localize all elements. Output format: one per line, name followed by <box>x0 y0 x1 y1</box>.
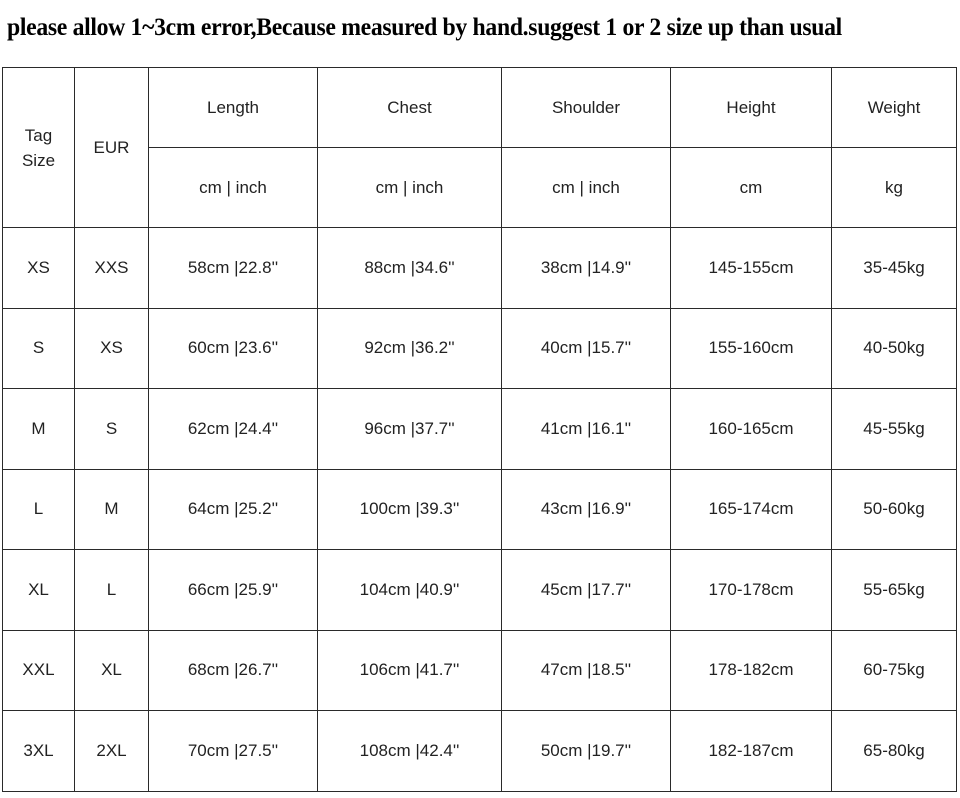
shoulder-header: Shoulder <box>502 68 671 148</box>
chest-cell: 92cm |36.2'' <box>318 308 502 389</box>
shoulder-cell: 38cm |14.9'' <box>502 228 671 309</box>
length-cell: 70cm |27.5'' <box>149 711 318 792</box>
table-row <box>3 711 957 792</box>
length-unit: cm | inch <box>149 148 318 228</box>
eur-cell: 2XL <box>75 711 149 792</box>
height-cell: 170-178cm <box>671 550 832 631</box>
height-cell: 160-165cm <box>671 389 832 470</box>
height-unit: cm <box>671 148 832 228</box>
weight-cell: 55-65kg <box>832 550 957 631</box>
tag-size-cell: XS <box>3 228 75 309</box>
weight-cell: 65-80kg <box>832 711 957 792</box>
weight-unit: kg <box>832 148 957 228</box>
length-cell: 66cm |25.9'' <box>149 550 318 631</box>
shoulder-unit: cm | inch <box>502 148 671 228</box>
size-chart-table <box>2 67 957 792</box>
tag-size-cell: 3XL <box>3 711 75 792</box>
chest-header: Chest <box>318 68 502 148</box>
size-notice: please allow 1~3cm error,Because measured by hand.suggest 1 or 2 size up than usual <box>7 12 842 41</box>
tag-size-cell: XXL <box>3 630 75 711</box>
weight-cell: 50-60kg <box>832 469 957 550</box>
tag-size-cell: M <box>3 389 75 470</box>
shoulder-cell: 40cm |15.7'' <box>502 308 671 389</box>
shoulder-cell: 45cm |17.7'' <box>502 550 671 631</box>
weight-cell: 60-75kg <box>832 630 957 711</box>
height-cell: 178-182cm <box>671 630 832 711</box>
table-row <box>3 389 957 470</box>
shoulder-cell: 47cm |18.5'' <box>502 630 671 711</box>
eur-cell: XXS <box>75 228 149 309</box>
weight-header: Weight <box>832 68 957 148</box>
tag-size-header <box>3 68 75 228</box>
shoulder-cell: 43cm |16.9'' <box>502 469 671 550</box>
tag-size-header-line2: Size <box>21 150 56 170</box>
eur-cell: L <box>75 550 149 631</box>
tag-size-cell: L <box>3 469 75 550</box>
chest-cell: 106cm |41.7'' <box>318 630 502 711</box>
table-row <box>3 550 957 631</box>
chest-cell: 104cm |40.9'' <box>318 550 502 631</box>
eur-cell: M <box>75 469 149 550</box>
tag-size-header-line1: Tag <box>24 125 53 145</box>
shoulder-cell: 41cm |16.1'' <box>502 389 671 470</box>
eur-cell: XL <box>75 630 149 711</box>
length-cell: 60cm |23.6'' <box>149 308 318 389</box>
eur-cell: S <box>75 389 149 470</box>
height-cell: 165-174cm <box>671 469 832 550</box>
height-header: Height <box>671 68 832 148</box>
header-row-labels <box>3 68 957 148</box>
height-cell: 182-187cm <box>671 711 832 792</box>
length-cell: 68cm |26.7'' <box>149 630 318 711</box>
table-row <box>3 630 957 711</box>
chest-cell: 88cm |34.6'' <box>318 228 502 309</box>
table-row <box>3 469 957 550</box>
length-header: Length <box>149 68 318 148</box>
weight-cell: 40-50kg <box>832 308 957 389</box>
tag-size-cell: XL <box>3 550 75 631</box>
chest-cell: 100cm |39.3'' <box>318 469 502 550</box>
chest-cell: 108cm |42.4'' <box>318 711 502 792</box>
eur-cell: XS <box>75 308 149 389</box>
weight-cell: 45-55kg <box>832 389 957 470</box>
length-cell: 58cm |22.8'' <box>149 228 318 309</box>
table-row <box>3 228 957 309</box>
weight-cell: 35-45kg <box>832 228 957 309</box>
height-cell: 155-160cm <box>671 308 832 389</box>
table-row <box>3 308 957 389</box>
height-cell: 145-155cm <box>671 228 832 309</box>
chest-cell: 96cm |37.7'' <box>318 389 502 470</box>
eur-header: EUR <box>75 68 149 228</box>
shoulder-cell: 50cm |19.7'' <box>502 711 671 792</box>
chest-unit: cm | inch <box>318 148 502 228</box>
length-cell: 62cm |24.4'' <box>149 389 318 470</box>
tag-size-cell: S <box>3 308 75 389</box>
length-cell: 64cm |25.2'' <box>149 469 318 550</box>
